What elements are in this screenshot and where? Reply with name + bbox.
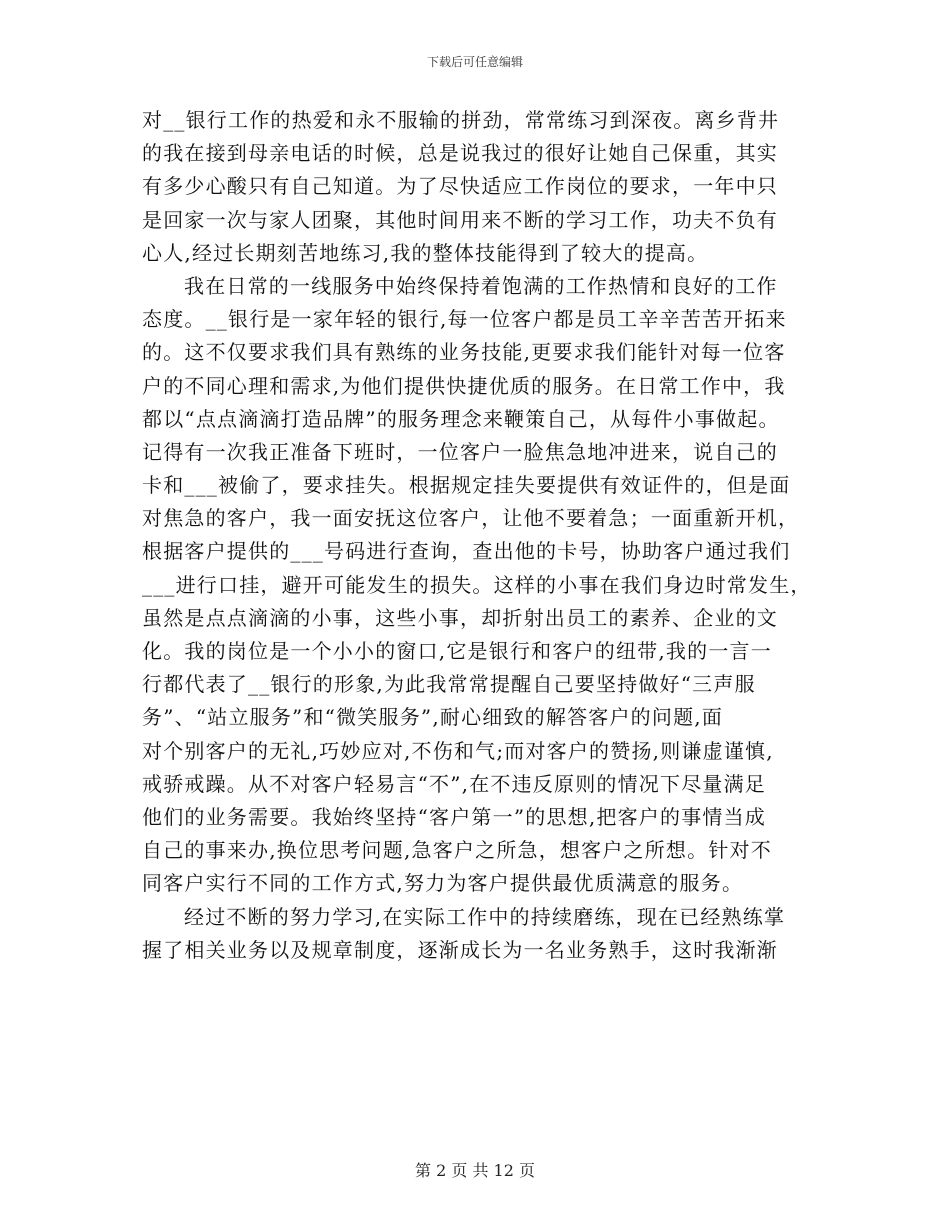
- page-header: 下载后可任意编辑: [426, 55, 523, 69]
- text-line: 态度。__银行是一家年轻的银行,每一位客户都是员工辛辛苦苦开拓来: [142, 307, 787, 332]
- text-line: 户的不同心理和需求,为他们提供快捷优质的服务。在日常工作中，我: [142, 373, 786, 398]
- page-footer: 第 2 页 共 12 页: [415, 1161, 535, 1180]
- text-line: 他们的业务需要。我始终坚持“客户第一”的思想,把客户的事情当成: [142, 804, 767, 829]
- text-line: 同客户实行不同的工作方式,努力为客户提供最优质满意的服务。: [142, 871, 744, 896]
- text-line: ___进行口挂，避开可能发生的损失。这样的小事在我们身边时常发生，: [142, 572, 812, 597]
- text-line: 行都代表了__银行的形象,为此我常常提醒自己要坚持做好“三声服: [142, 672, 756, 697]
- text-line: 根据客户提供的___号码进行查询，查出他的卡号，协助客户通过我们: [142, 539, 791, 564]
- text-line: 是回家一次与家人团聚，其他时间用来不断的学习工作，功夫不负有: [142, 207, 778, 232]
- paragraph-start-line: 我在日常的一线服务中始终保持着饱满的工作热情和良好的工作: [184, 273, 778, 298]
- paragraph-start-line: 经过不断的努力学习,在实际工作中的持续磨练，现在已经熟练掌: [184, 904, 786, 929]
- text-line: 卡和___被偷了，要求挂失。根据规定挂失要提供有效证件的，但是面: [142, 473, 791, 498]
- text-line: 的我在接到母亲电话的时候，总是说我过的很好让她自己保重，其实: [142, 141, 778, 166]
- text-line: 务”、“站立服务”和“微笑服务”,耐心细致的解答客户的问题,面: [142, 705, 724, 730]
- text-line: 有多少心酸只有自己知道。为了尽快适应工作岗位的要求，一年中只: [142, 174, 778, 199]
- text-line: 心人,经过长期刻苦地练习,我的整体技能得到了较大的提高。: [142, 240, 709, 265]
- text-line: 自己的事来办,换位思考问题,急客户之所急，想客户之所想。针对不: [142, 838, 772, 863]
- text-line: 握了相关业务以及规章制度，逐渐成长为一名业务熟手，这时我渐渐: [142, 937, 778, 962]
- text-line: 戒骄戒躁。从不对客户轻易言“不”,在不违反原则的情况下尽量满足: [142, 771, 767, 796]
- text-line: 化。我的岗位是一个小小的窗口,它是银行和客户的纽带,我的一言一: [142, 639, 772, 663]
- text-line: 的。这不仅要求我们具有熟练的业务技能,更要求我们能针对每一位客: [142, 340, 786, 365]
- text-line: 对__银行工作的热爱和永不服输的拼劲，常常练习到深夜。离乡背井: [142, 108, 780, 132]
- text-line: 对焦急的客户，我一面安抚这位客户，让他不要着急；一面重新开机，: [142, 506, 800, 531]
- document-body: [142, 104, 812, 967]
- text-line: 记得有一次我正准备下班时，一位客户一脸焦急地冲进来，说自己的: [142, 439, 778, 464]
- text-line: 虽然是点点滴滴的小事，这些小事，却折射出员工的素养、企业的文: [142, 605, 778, 630]
- text-line: 都以“点点滴滴打造品牌”的服务理念来鞭策自己，从每件小事做起。: [142, 406, 780, 431]
- text-line: 对个别客户的无礼,巧妙应对,不伤和气;而对客户的赞扬,则谦虚谨慎,: [142, 738, 774, 763]
